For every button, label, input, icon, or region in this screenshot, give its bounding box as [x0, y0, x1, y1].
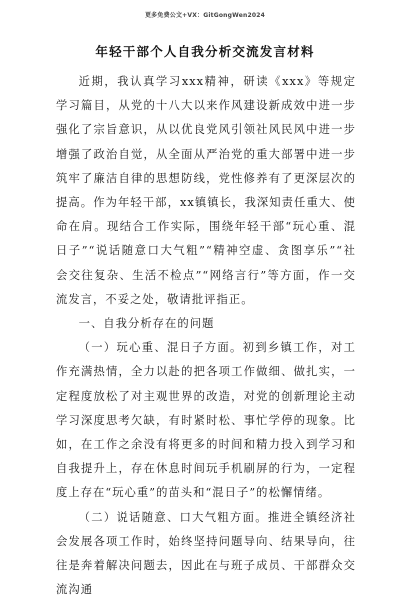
document-body [56, 70, 356, 602]
section-heading-problems: 一、自我分析存在的问题 [78, 317, 215, 331]
subsection-paragraph-2: （二）说话随意、口大气粗方面。推进全镇经济社会发展各项工作时，始终坚持问题导向、结果导向，往往是奔着解决问题去，因此在与班子成员、干部群众交流沟通 [56, 510, 356, 597]
header-note: 更多免费公文+VX：GitGongWen2024 [144, 12, 265, 19]
subsection-paragraph-1: （一）玩心重、混日子方面。初到乡镇工作，对工作充满热情，全力以赴的把各项工作做细、做扎实，一定程度放松了对主观世界的改造，对党的创新理论主动学习深度思考欠缺，有时紧时松、事忙学停的现象。比如，在工作之余没有将更多的时间和精力投入到学习和自我提升上，存在休息时间玩手机刷屏的行为，一定程度上存在“玩心重”的苗头和“混日子”的松懈情绪。 [56, 341, 356, 500]
intro-paragraph: 近期，我认真学习xxx精神，研读《xxx》等规定学习篇目，从党的十八大以来作风建设新成效中进一步强化了宗旨意识，从以优良党风引领社风民风中进一步增强了政治自觉，从全面从严治党的重大部署中进一步筑牢了廉洁自律的思想防线，党性修养有了更深层次的提高。作为年轻干部，xx镇镇长，我深知责任重大、使命在肩。现结合工作实际，围绕年轻干部“玩心重、混日子”“说话随意口大气粗”“精神空虚、贪图享乐”“社会交往复杂、生活不检点”“网络言行”等方面，作一交流发言，不妥之处，敬请批评指正。 [56, 75, 356, 306]
document-title: 年轻干部个人自我分析交流发言材料 [95, 44, 315, 59]
